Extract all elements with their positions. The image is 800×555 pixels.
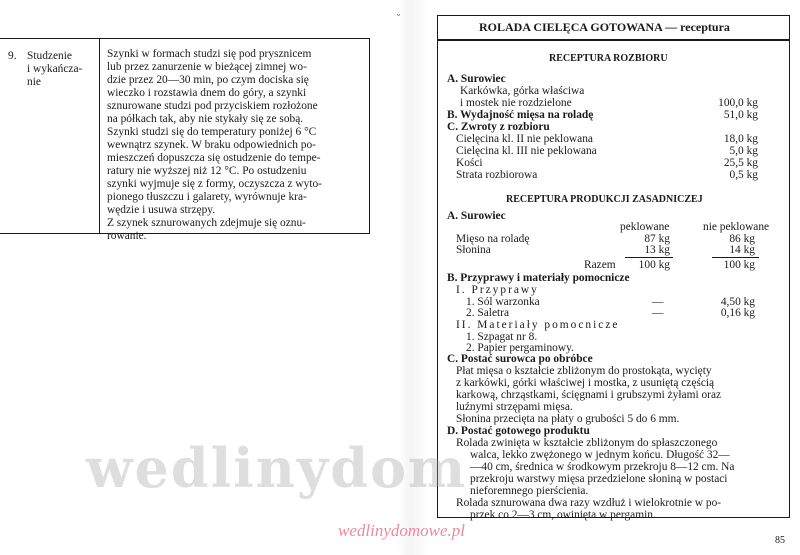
spice-item: 2. Saletra <box>466 307 510 319</box>
return-item: Cielęcina kl. II nie peklowana <box>456 133 593 145</box>
recipe-title: ROLADA CIELĘCA GOTOWANA — receptura <box>479 20 730 34</box>
prod-d-line: nieforemnego pierścienia. <box>470 485 589 497</box>
prod-row-label: Mięso na roladę <box>456 233 530 245</box>
step-label-line: nie <box>27 76 41 88</box>
watermark-large: wedlinydom <box>86 436 468 500</box>
column-header-peklowane: peklowane <box>620 221 670 233</box>
body-line: lub przez zanurzenie w bieżącej zimnej wo- <box>107 61 307 73</box>
prod-c-line: Płat mięsa o kształcie zbliżonym do prostokąta, wycięty <box>456 365 712 377</box>
step-number: 9. <box>8 50 17 62</box>
prod-a-title: A. Surowiec <box>447 210 506 222</box>
prod-d-line: walca, lekko zwężonego w jednym końcu. Długość 32— <box>470 449 730 461</box>
raw-material-line: Karkówka, górka właściwa <box>460 85 585 97</box>
step-label-line: Studzenie <box>27 50 72 62</box>
body-line: Szynki w formach studzi się pod prysznicem <box>107 48 312 60</box>
spice-dash: — <box>652 296 664 308</box>
prod-row-v2: 14 kg <box>729 244 755 256</box>
prod-b-title: B. Przyprawy i materiały pomocnicze <box>447 272 630 284</box>
body-line: Z szynek sznurowanych zdejmuje się oznu- <box>107 217 306 229</box>
spice-value: 0,16 kg <box>720 307 755 319</box>
raw-material-line: i mostek nie rozdzielone <box>460 97 572 109</box>
razem-v2: 100 kg <box>723 259 755 271</box>
prod-row-v1: 13 kg <box>644 244 670 256</box>
return-value: 25,5 kg <box>723 157 758 169</box>
body-line: rowanie. <box>107 230 147 242</box>
spice-value: 4,50 kg <box>720 296 755 308</box>
prod-c-line: karkową, chrząstkami, ścięgnami i grubszymi żyłami oraz <box>456 389 722 401</box>
step-label-line: i wykańcza- <box>27 63 83 75</box>
body-line: wędzie i usuwa strzępy. <box>107 204 216 216</box>
body-line: pionego tłuszczu i galarety, wyrównuje kra- <box>107 191 307 203</box>
prod-c-line: Słonina przecięta na płaty o grubości 5 do 6 mm. <box>456 413 680 425</box>
body-line: mieszczeń dopuszcza się ostudzenie do tempe- <box>107 152 321 164</box>
return-value: 5,0 kg <box>729 145 758 157</box>
recipe-frame <box>437 40 790 518</box>
section-b-title: B. Wydajność mięsa na roladę <box>447 109 594 121</box>
material-item: 1. Szpagat nr 8. <box>466 331 538 343</box>
body-line: szynki wyjmuje się z formy, oczyszcza z wyto- <box>107 178 322 190</box>
material-item: 2. Papier pergaminowy. <box>466 342 574 354</box>
body-line: sznurowane studzi pod przyciskiem rozłożone <box>107 100 318 112</box>
gutter-mark: ˘ <box>396 14 401 25</box>
prod-c-line: z karkówki, górki właściwej i mostka, z usuniętą częścią <box>456 377 715 389</box>
watermark-small: wedlinydomowe.pl <box>338 521 466 540</box>
return-item: Strata rozbiorowa <box>456 169 538 181</box>
section-c-title: C. Zwroty z rozbioru <box>447 121 550 133</box>
razem-v1: 100 kg <box>638 259 670 271</box>
return-value: 18,0 kg <box>723 133 758 145</box>
return-item: Kości <box>456 157 483 169</box>
materialy-heading: II. Materiały pomocnicze <box>456 319 620 331</box>
yield-value: 51,0 kg <box>723 109 758 121</box>
razem-label: Razem <box>584 259 616 271</box>
body-line: Szynki studzi się do temperatury poniżej 6 °C <box>107 126 317 138</box>
body-line: dzie przez 20—30 min, po czym dociska się <box>107 74 309 86</box>
prod-d-line: Rolada zwinięta w kształcie zbliżonym do spłaszczonego <box>456 437 718 449</box>
prod-row-v1: 87 kg <box>644 233 670 245</box>
prod-c-title: C. Postać surowca po obróbce <box>447 353 593 365</box>
prod-c-line: luźnymi strzępami mięsa. <box>456 401 573 413</box>
section-title-produkcja: RECEPTURA PRODUKCJI ZASADNICZEJ <box>506 194 703 205</box>
przyprawy-heading: I. Przyprawy <box>456 284 539 296</box>
prod-d-line: —40 cm, średnica w środkowym przekroju 8—12 cm. Na <box>470 461 735 473</box>
spice-item: 1. Sól warzonka <box>466 296 540 308</box>
page-number: 85 <box>775 535 785 546</box>
prod-d-title: D. Postać gotowego produktu <box>447 425 590 437</box>
section-title-rozbior: RECEPTURA ROZBIORU <box>549 53 668 64</box>
body-line: ratury nie wyższej niż 12 °C. Po ostudzeniu <box>107 165 307 177</box>
body-line: wewnątrz szynek. W braku odpowiednich po- <box>107 139 316 151</box>
prod-d-line: przek co 2—3 cm, owinięta w pergamin. <box>470 509 656 521</box>
return-value: 0,5 kg <box>729 169 758 181</box>
body-line: na półkach tak, aby nie stykały się ze sobą. <box>107 113 304 125</box>
prod-row-v2: 86 kg <box>729 233 755 245</box>
column-header-nie-peklowane: nie peklowane <box>703 221 770 233</box>
return-item: Cielęcina kl. III nie peklowana <box>456 145 597 157</box>
spice-dash: — <box>652 307 664 319</box>
body-line: wieczko i rozstawia dnem do góry, a szynki <box>107 87 307 99</box>
raw-material-value: 100,0 kg <box>718 97 758 109</box>
section-a-title: A. Surowiec <box>447 73 506 85</box>
prod-d-line: przekroju warstwy mięsa przedzielone słoniną w postaci <box>470 473 728 485</box>
prod-row-label: Słonina <box>456 244 491 256</box>
left-table-divider <box>99 38 100 234</box>
prod-d-line: Rolada sznurowana dwa razy wzdłuż i wielokrotnie w po- <box>456 497 722 509</box>
